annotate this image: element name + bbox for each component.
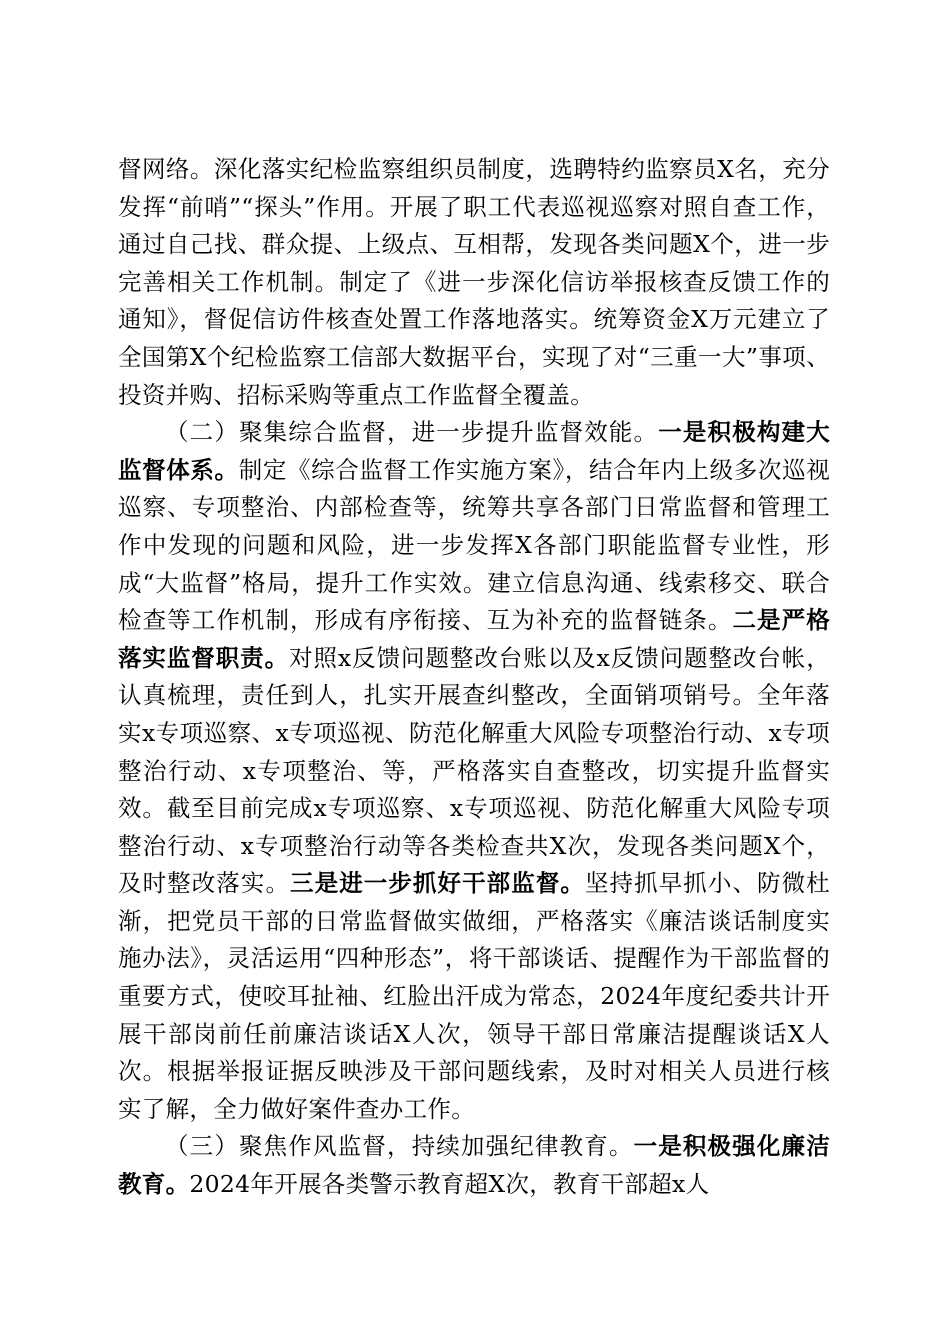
- paragraph-text: 督网络。深化落实纪检监察组织员制度，选聘特约监察员X名，充分发挥“前哨”“探头”作用。开展了职工代表巡视巡察对照自查工作，通过自己找、群众提、上级点、互相帮，发现各类问题X个，进一步完善相关工作机制。制定了《进一步深化信访举报核查反馈工作的通知》，督促信访件核查处置工作落地落实。统筹资金X万元建立了全国第X个纪检监察工信部大数据平台，实现了对“三重一大”事项、投资并购、招标采购等重点工作监督全覆盖。: [118, 155, 830, 409]
- paragraph-text: 制定《综合监督工作实施方案》，结合年内上级多次巡视巡察、专项整治、内部检查等，统筹共享各部门日常监督和管理工作中发现的问题和风险，进一步发挥X各部门职能监督专业性，形成“大监督”格局，提升工作实效。建立信息沟通、线索移交、联合检查等工作机制，形成有序衔接、互为补充的监督链条。: [118, 455, 831, 635]
- section-heading-three: （三）聚焦作风监督，持续加强纪律教育。: [165, 1132, 634, 1161]
- paragraph-comprehensive-supervision: [118, 414, 830, 1128]
- bold-point-one: 一是积极构建大监督体系。: [118, 418, 831, 484]
- bold-point-three: 三是进一步抓好干部监督。: [290, 869, 585, 898]
- paragraph-style-supervision: [118, 1128, 830, 1203]
- paragraph-supervision-network: [118, 151, 830, 414]
- bold-point-two: 二是严格落实监督职责。: [118, 606, 831, 672]
- paragraph-text: 对照x反馈问题整改台账以及x反馈问题整改台帐，认真梳理，责任到人，扎实开展查纠整改，全面销项销号。全年落实x专项巡察、x专项巡视、防范化解重大风险专项整治行动、x专项整治行动、x专项整治、等，严格落实自查整改，切实提升监督实效。截至目前完成x专项巡察、x专项巡视、防范化解重大风险专项整治行动、x专项整治行动等各类检查共X次，发现各类问题X个，及时整改落实。: [118, 643, 830, 898]
- section-heading-two: （二）聚集综合监督，进一步提升监督效能。: [165, 418, 659, 447]
- paragraph-text: 坚持抓早抓小、防微杜渐，把党员干部的日常监督做实做细，严格落实《廉洁谈话制度实施办法》，灵活运用“四种形态”，将干部谈话、提醒作为干部监督的重要方式，使咬耳扯袖、红脸出汗成为常态，2024年度纪委共计开展干部岗前任前廉洁谈话X人次，领导干部日常廉洁提醒谈话X人次。根据举报证据反映涉及干部问题线索，及时对相关人员进行核实了解，全力做好案件查办工作。: [118, 869, 830, 1123]
- document-body: [118, 151, 830, 1204]
- paragraph-text: 2024年开展各类警示教育超X次，教育干部超x人: [189, 1170, 710, 1199]
- bold-point-one: 一是积极强化廉洁教育。: [118, 1132, 830, 1199]
